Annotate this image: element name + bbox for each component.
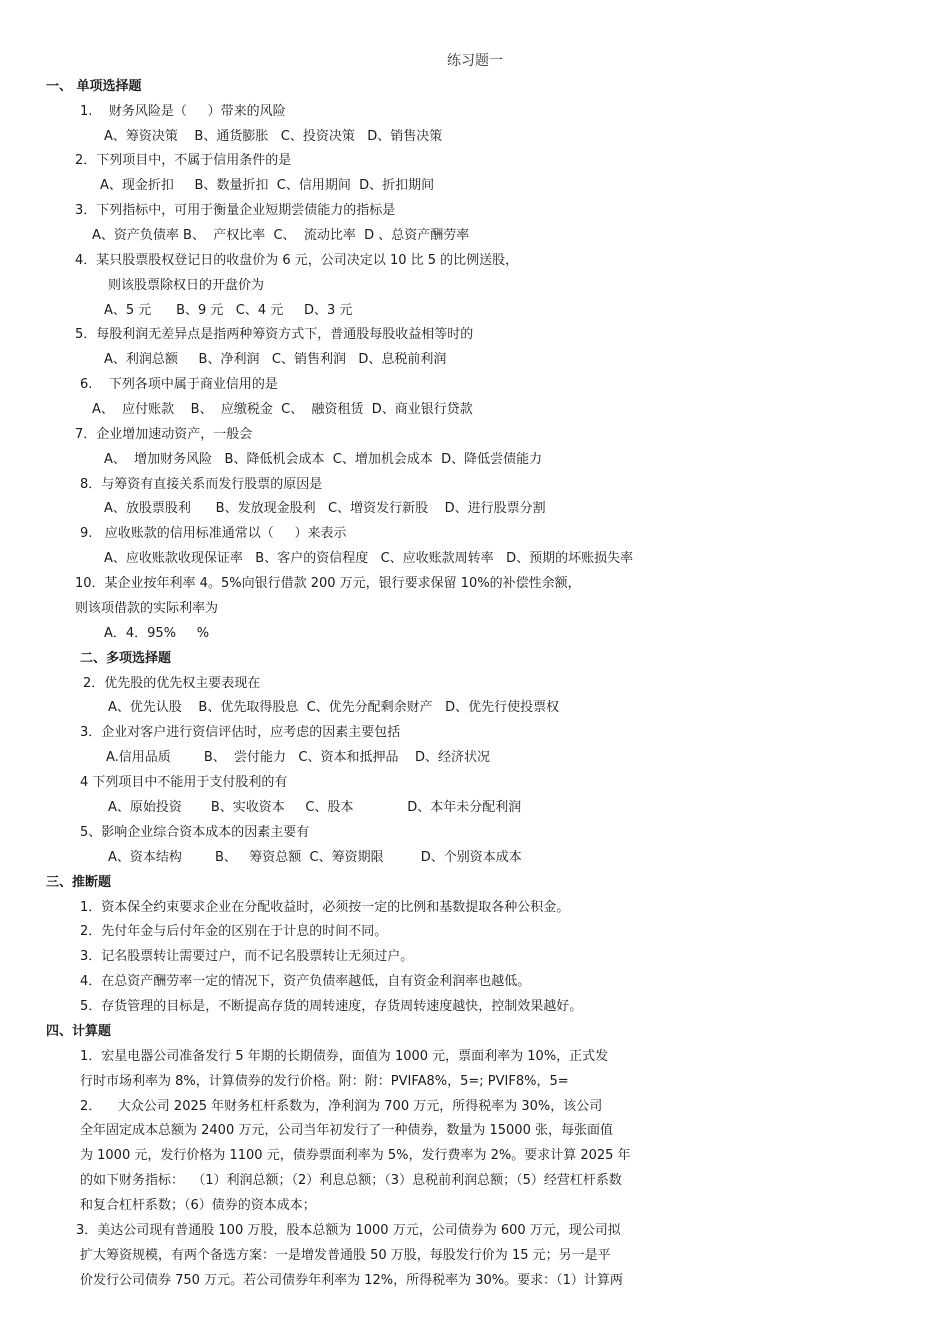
section-heading-calculation: 四、计算题: [46, 1024, 112, 1039]
answer-options: A、5 元 B、9 元 C、4 元 D、3 元: [104, 303, 353, 318]
problem-text-continued: 全年固定成本总额为 2400 万元，公司当年初发行了一种债券，数量为 15000 张，每张面值: [80, 1123, 613, 1138]
question-text: 7．企业增加速动资产，一般会: [75, 427, 253, 442]
problem-text-continued: 为 1000 元，发行价格为 1100 元，债券票面利率为 5%，发行费率为 2%。要求计算 2025 年: [80, 1148, 631, 1163]
answer-options: A、 应付账款 B、 应缴税金 C、 融资租赁 D、商业银行贷款: [92, 402, 473, 417]
question-text: 3．企业对客户进行资信评估时，应考虑的因素主要包括: [80, 725, 401, 740]
answer-options: A、筹资决策 B、通货膨胀 C、投资决策 D、销售决策: [104, 129, 443, 144]
answer-options: A、应收账款收现保证率 B、客户的资信程度 C、应收账款周转率 D、预期的坏账损失率: [104, 551, 634, 566]
statement-text: 4．在总资产酬劳率一定的情况下，资产负债率越低，自有资金利润率也越低。: [80, 974, 531, 989]
question-text: 10．某企业按年利率 4。5%向银行借款 200 万元，银行要求保留 10%的补偿性余额，: [75, 576, 581, 591]
answer-options: A、现金折扣 B、数量折扣 C、信用期间 D、折扣期间: [100, 178, 435, 193]
statement-text: 2．先付年金与后付年金的区别在于计息的时间不同。: [80, 924, 388, 939]
question-text: 1. 财务风险是（ ）带来的风险: [80, 104, 286, 119]
question-text-continued: 则该股票除权日的开盘价为: [108, 278, 265, 293]
question-text: 4 下列项目中不能用于支付股利的有: [80, 775, 288, 790]
question-text: 5、影响企业综合资本成本的因素主要有: [80, 825, 310, 840]
problem-text: 2． 大众公司 2025 年财务杠杆系数为，净利润为 700 万元，所得税率为 30%，该公司: [80, 1099, 603, 1114]
answer-options: A、利润总额 B、净利润 C、销售利润 D、息税前利润: [104, 352, 447, 367]
problem-text-continued: 价发行公司债券 750 万元。若公司债券年利率为 12%，所得税率为 30%。要求：（1）计算两: [80, 1273, 623, 1288]
statement-text: 3．记名股票转让需要过户，而不记名股票转让无须过户。: [80, 949, 414, 964]
problem-text: 3．美达公司现有普通股 100 万股，股本总额为 1000 万元，公司债券为 600 万元，现公司拟: [76, 1223, 621, 1238]
question-text: 3．下列指标中，可用于衡量企业短期尝债能力的指标是: [75, 203, 396, 218]
problem-text: 1．宏星电器公司准备发行 5 年期的长期债券，面值为 1000 元，票面利率为 10%，正式发: [80, 1049, 609, 1064]
problem-text-continued: 的如下财务指标： （1）利润总额；（2）利息总额；（3）息税前利润总额；（5）经营杠杆系数: [80, 1173, 622, 1188]
question-text-continued: 则该项借款的实际利率为: [75, 601, 219, 616]
question-text: 2．优先股的优先权主要表现在: [83, 676, 261, 691]
answer-options: A、优先认股 B、优先取得股息 C、优先分配剩余财产 D、优先行使投票权: [108, 700, 560, 715]
answer-options: A、 增加财务风险 B、降低机会成本 C、增加机会成本 D、降低尝债能力: [104, 452, 543, 467]
question-text: 9. 应收账款的信用标准通常以（ ）来表示: [80, 526, 347, 541]
answer-options: A、资本结构 B、 筹资总额 C、筹资期限 D、个别资本成本: [108, 850, 522, 865]
section-heading-true-false: 三、推断题: [46, 875, 112, 890]
question-text: 6. 下列各项中属于商业信用的是: [80, 377, 278, 392]
question-text: 4．某只股票股权登记日的收盘价为 6 元，公司决定以 10 比 5 的比例送股，: [75, 253, 519, 268]
answer-options: A．4．95% %: [104, 626, 210, 641]
answer-options: A.信用品质 B、 尝付能力 C、资本和抵押品 D、经济状况: [106, 750, 491, 765]
problem-text-continued: 扩大筹资规模，有两个备选方案：一是增发普通股 50 万股，每股发行价为 15 元；另一是平: [80, 1248, 611, 1263]
question-text: 8．与筹资有直接关系而发行股票的原因是: [80, 477, 323, 492]
problem-text-continued: 和复合杠杆系数；（6）债券的资本成本；: [80, 1198, 316, 1213]
statement-text: 1．资本保全约束要求企业在分配收益时，必须按一定的比例和基数提取各种公积金。: [80, 900, 570, 915]
section-heading-multiple-choice: 二、多项选择题: [80, 651, 172, 666]
question-text: 5．每股利润无差异点是指两种筹资方式下，普通股每股收益相等时的: [75, 327, 474, 342]
document-title: 练习题一: [447, 53, 503, 69]
problem-text-continued: 行时市场利率为 8%，计算债券的发行价格。附：附：PVIFA8%，5=; PVIF8%，5=: [80, 1074, 569, 1089]
question-text: 2．下列项目中，不属于信用条件的是: [75, 153, 292, 168]
statement-text: 5．存货管理的目标是，不断提高存货的周转速度，存货周转速度越快，控制效果越好。: [80, 999, 583, 1014]
section-heading-single-choice: 一、 单项选择题: [46, 79, 142, 94]
answer-options: A、放股票股利 B、发放现金股利 C、增资发行新股 D、进行股票分割: [104, 501, 546, 516]
answer-options: A、资产负债率 B、 产权比率 C、 流动比率 D 、总资产酬劳率: [92, 228, 470, 243]
answer-options: A、原始投资 B、实收资本 C、股本 D、本年未分配利润: [108, 800, 522, 815]
